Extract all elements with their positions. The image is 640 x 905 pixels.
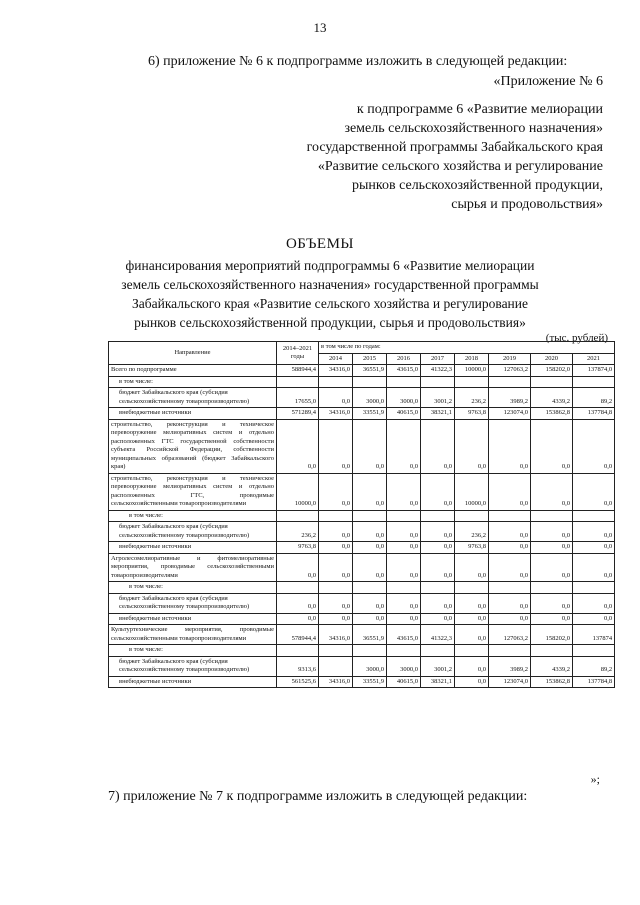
header-year: 2016 [387, 353, 421, 365]
cell-year-value: 0,0 [421, 419, 455, 473]
cell-year-value: 0,0 [353, 613, 387, 625]
cell-year-value: 40615,0 [387, 676, 421, 688]
page-number: 13 [313, 20, 327, 35]
subprogram-ref-line: к подпрограмме 6 «Развитие мелиорации [356, 102, 603, 117]
cell-year-value: 36551,9 [353, 625, 387, 645]
cell-year-value [387, 582, 421, 594]
cell-year-value: 153862,8 [531, 408, 573, 420]
cell-year-value: 0,0 [489, 593, 531, 613]
cell-total: 17655,0 [277, 388, 319, 408]
cell-year-value: 0,0 [455, 419, 489, 473]
table-row [109, 419, 615, 473]
cell-year-value [353, 510, 387, 522]
cell-year-value [353, 376, 387, 388]
table-row [109, 656, 615, 676]
cell-year-value: 236,2 [455, 388, 489, 408]
cell-year-value: 0,0 [319, 419, 353, 473]
cell-year-value: 40615,0 [387, 408, 421, 420]
cell-year-value [455, 582, 489, 594]
subprogram-ref-line: рынков сельскохозяйственной продукции, [352, 178, 603, 193]
cell-total [277, 582, 319, 594]
cell-year-value: 137784,8 [573, 676, 615, 688]
cell-year-value [531, 376, 573, 388]
cell-year-value: 137874,0 [573, 365, 615, 377]
subprogram-ref-line: земель сельскохозяйственного назначения» [344, 121, 603, 136]
cell-year-value [573, 376, 615, 388]
cell-year-value: 0,0 [573, 553, 615, 582]
cell-year-value: 0,0 [573, 522, 615, 542]
subtitle-line: Забайкальского края «Развитие сельского хозяйства и регулирование [131, 296, 528, 311]
cell-year-value [319, 376, 353, 388]
row-label: внебюджетные источники [109, 613, 277, 625]
cell-year-value: 43615,0 [387, 365, 421, 377]
cell-year-value: 4339,2 [531, 388, 573, 408]
table-row [109, 613, 615, 625]
cell-year-value: 34316,0 [319, 676, 353, 688]
cell-year-value [421, 645, 455, 657]
document-subtitle [80, 256, 580, 332]
cell-year-value: 0,0 [353, 522, 387, 542]
table-row [109, 388, 615, 408]
table-row [109, 542, 615, 554]
closing-quote: »; [590, 772, 600, 786]
cell-total: 0,0 [277, 419, 319, 473]
cell-year-value: 158202,0 [531, 625, 573, 645]
cell-year-value: 4339,2 [531, 656, 573, 676]
subprogram-reference [263, 100, 603, 214]
cell-year-value: 3000,0 [353, 388, 387, 408]
cell-year-value [455, 376, 489, 388]
cell-year-value: 0,0 [353, 553, 387, 582]
cell-year-value [573, 510, 615, 522]
cell-year-value: 3989,2 [489, 388, 531, 408]
cell-year-value [319, 656, 353, 676]
cell-year-value [489, 645, 531, 657]
cell-total: 236,2 [277, 522, 319, 542]
cell-year-value: 0,0 [353, 419, 387, 473]
cell-year-value: 0,0 [421, 553, 455, 582]
item-6-text: 6) приложение № 6 к подпрограмме изложить в следующей редакции: [148, 54, 568, 69]
header-year: 2021 [573, 353, 615, 365]
header-year: 2020 [531, 353, 573, 365]
cell-year-value: 0,0 [387, 473, 421, 510]
cell-year-value: 0,0 [421, 593, 455, 613]
cell-year-value: 0,0 [489, 522, 531, 542]
cell-year-value [531, 645, 573, 657]
cell-year-value: 0,0 [455, 613, 489, 625]
cell-year-value: 0,0 [573, 593, 615, 613]
cell-year-value: 0,0 [353, 473, 387, 510]
cell-year-value: 0,0 [531, 419, 573, 473]
cell-year-value: 33551,9 [353, 408, 387, 420]
cell-year-value: 127063,2 [489, 625, 531, 645]
cell-year-value: 0,0 [455, 593, 489, 613]
row-label: в том числе: [109, 376, 277, 388]
cell-total: 10000,0 [277, 473, 319, 510]
cell-year-value [387, 645, 421, 657]
row-label: в том числе: [109, 645, 277, 657]
table-body [109, 365, 615, 688]
cell-year-value: 0,0 [387, 593, 421, 613]
cell-year-value [455, 645, 489, 657]
cell-year-value: 236,2 [455, 522, 489, 542]
cell-year-value: 0,0 [353, 593, 387, 613]
table-row [109, 408, 615, 420]
item-7-text: 7) приложение № 7 к подпрограмме изложить в следующей редакции: [108, 789, 528, 804]
header-total: 2014–2021 годы [277, 342, 319, 365]
cell-year-value: 3000,0 [387, 656, 421, 676]
row-label: Всего по подпрограмме [109, 365, 277, 377]
subtitle-line: рынков сельскохозяйственной продукции, сырья и продовольствия» [134, 315, 526, 330]
table-row [109, 553, 615, 582]
cell-year-value [319, 582, 353, 594]
row-label: бюджет Забайкальского края (субсидия сельскохозяйственному товаропроизводителю) [109, 656, 277, 676]
cell-year-value [489, 582, 531, 594]
table-header-row [109, 342, 615, 354]
cell-year-value: 0,0 [387, 522, 421, 542]
cell-year-value: 0,0 [573, 419, 615, 473]
cell-year-value: 0,0 [455, 676, 489, 688]
cell-total: 578944,4 [277, 625, 319, 645]
cell-year-value: 0,0 [531, 473, 573, 510]
table-row [109, 473, 615, 510]
cell-year-value: 43615,0 [387, 625, 421, 645]
row-label: бюджет Забайкальского края (субсидия сельскохозяйственному товаропроизводителю) [109, 388, 277, 408]
cell-year-value: 0,0 [489, 553, 531, 582]
cell-year-value: 0,0 [421, 613, 455, 625]
cell-year-value [319, 510, 353, 522]
cell-total: 0,0 [277, 593, 319, 613]
header-by-years: в том числе по годам: [319, 342, 615, 354]
row-label: внебюджетные источники [109, 676, 277, 688]
cell-total: 571289,4 [277, 408, 319, 420]
cell-year-value: 127063,2 [489, 365, 531, 377]
cell-year-value: 0,0 [455, 656, 489, 676]
cell-year-value: 0,0 [319, 522, 353, 542]
table-row [109, 593, 615, 613]
cell-year-value: 34316,0 [319, 625, 353, 645]
appendix-heading: «Приложение № 6 [493, 74, 603, 89]
row-label: Агролесомелиоративные и фитомелиоративные мероприятия, проводимые сельскохозяйственными товаропроизводителями [109, 553, 277, 582]
row-label: в том числе: [109, 510, 277, 522]
cell-total: 0,0 [277, 553, 319, 582]
header-year: 2017 [421, 353, 455, 365]
table-row [109, 645, 615, 657]
cell-year-value: 0,0 [455, 553, 489, 582]
cell-year-value: 0,0 [387, 419, 421, 473]
cell-year-value: 38321,1 [421, 676, 455, 688]
cell-year-value [531, 510, 573, 522]
subtitle-line: земель сельскохозяйственного назначения» государственной программы [121, 277, 539, 292]
subprogram-ref-line: «Развитие сельского хозяйства и регулирование [317, 159, 603, 174]
cell-year-value: 0,0 [489, 613, 531, 625]
subprogram-ref-line: сырья и продовольствия» [451, 197, 603, 212]
row-label: бюджет Забайкальского края (субсидия сельскохозяйственному товаропроизводителю) [109, 593, 277, 613]
subtitle-line: финансирования мероприятий подпрограммы 6 «Развитие мелиорации [125, 258, 535, 273]
subprogram-ref-line: государственной программы Забайкальского края [306, 140, 603, 155]
cell-year-value: 3001,2 [421, 388, 455, 408]
cell-total: 0,0 [277, 613, 319, 625]
cell-total: 561525,6 [277, 676, 319, 688]
table-row [109, 676, 615, 688]
cell-year-value: 9763,8 [455, 408, 489, 420]
row-label: в том числе: [109, 582, 277, 594]
cell-year-value: 0,0 [531, 553, 573, 582]
cell-year-value: 0,0 [489, 419, 531, 473]
cell-year-value [573, 645, 615, 657]
cell-total [277, 376, 319, 388]
cell-total: 588944,4 [277, 365, 319, 377]
cell-year-value: 89,2 [573, 656, 615, 676]
header-year: 2014 [319, 353, 353, 365]
cell-year-value: 10000,0 [455, 365, 489, 377]
header-year: 2018 [455, 353, 489, 365]
cell-year-value [573, 582, 615, 594]
cell-year-value [421, 376, 455, 388]
row-label: внебюджетные источники [109, 542, 277, 554]
cell-year-value: 0,0 [319, 613, 353, 625]
cell-year-value [387, 510, 421, 522]
cell-year-value: 9763,8 [455, 542, 489, 554]
table-row [109, 582, 615, 594]
cell-year-value [421, 510, 455, 522]
cell-year-value: 10000,0 [455, 473, 489, 510]
financing-table [108, 341, 615, 688]
cell-year-value [387, 376, 421, 388]
table-row [109, 625, 615, 645]
document-title: ОБЪЕМЫ [285, 236, 355, 252]
cell-year-value: 123074,0 [489, 408, 531, 420]
cell-year-value: 36551,9 [353, 365, 387, 377]
cell-year-value: 0,0 [489, 542, 531, 554]
cell-year-value: 33551,9 [353, 676, 387, 688]
cell-year-value: 0,0 [387, 542, 421, 554]
cell-year-value: 3000,0 [387, 388, 421, 408]
cell-year-value: 41322,3 [421, 625, 455, 645]
cell-year-value: 0,0 [319, 473, 353, 510]
cell-year-value: 0,0 [573, 473, 615, 510]
row-label: строительство, реконструкция и техническое перевооружение мелиоративных систем и отдельно расположенных ГТС, проводимые сельскохозяйственными товаропроизводителями [109, 473, 277, 510]
cell-year-value [421, 582, 455, 594]
cell-year-value: 123074,0 [489, 676, 531, 688]
cell-year-value: 0,0 [319, 542, 353, 554]
cell-total: 9313,6 [277, 656, 319, 676]
cell-year-value: 0,0 [455, 625, 489, 645]
cell-year-value: 0,0 [421, 522, 455, 542]
cell-year-value [489, 510, 531, 522]
cell-total [277, 645, 319, 657]
cell-year-value: 158202,0 [531, 365, 573, 377]
cell-year-value [531, 582, 573, 594]
header-year: 2019 [489, 353, 531, 365]
cell-total [277, 510, 319, 522]
cell-year-value: 0,0 [319, 593, 353, 613]
cell-year-value: 0,0 [387, 613, 421, 625]
cell-year-value [353, 645, 387, 657]
cell-year-value [353, 582, 387, 594]
cell-year-value: 153862,8 [531, 676, 573, 688]
cell-year-value: 89,2 [573, 388, 615, 408]
cell-year-value: 0,0 [573, 542, 615, 554]
units-label: (тыс. рублей) [545, 332, 608, 344]
cell-total: 9763,8 [277, 542, 319, 554]
cell-year-value: 41322,3 [421, 365, 455, 377]
row-label: строительство, реконструкция и техническое перевооружение мелиоративных систем и отдельно расположенных ГТС государственной собственности субъекта Российской Федерации, собственности муниципальных образований (бюджет Забайкальского края) [109, 419, 277, 473]
header-year: 2015 [353, 353, 387, 365]
table-row [109, 510, 615, 522]
cell-year-value: 0,0 [319, 388, 353, 408]
cell-year-value [455, 510, 489, 522]
cell-year-value: 0,0 [319, 553, 353, 582]
cell-year-value: 0,0 [531, 613, 573, 625]
row-label: бюджет Забайкальского края (субсидия сельскохозяйственному товаропроизводителю) [109, 522, 277, 542]
table-row [109, 522, 615, 542]
cell-year-value: 0,0 [531, 593, 573, 613]
cell-year-value: 0,0 [531, 542, 573, 554]
cell-year-value: 34316,0 [319, 408, 353, 420]
row-label: Культуртехнические мероприятия, проводимые сельскохозяйственными товаропроизводителями [109, 625, 277, 645]
header-direction: Направление [109, 342, 277, 365]
cell-year-value: 0,0 [489, 473, 531, 510]
cell-year-value: 137784,8 [573, 408, 615, 420]
cell-year-value: 3001,2 [421, 656, 455, 676]
cell-year-value: 0,0 [421, 542, 455, 554]
cell-year-value: 0,0 [387, 553, 421, 582]
cell-year-value: 0,0 [531, 522, 573, 542]
cell-year-value: 137874 [573, 625, 615, 645]
cell-year-value: 38321,1 [421, 408, 455, 420]
cell-year-value: 3989,2 [489, 656, 531, 676]
cell-year-value: 0,0 [353, 542, 387, 554]
cell-year-value: 3000,0 [353, 656, 387, 676]
cell-year-value: 34316,0 [319, 365, 353, 377]
table-row [109, 376, 615, 388]
cell-year-value [489, 376, 531, 388]
row-label: внебюджетные источники [109, 408, 277, 420]
cell-year-value: 0,0 [421, 473, 455, 510]
cell-year-value: 0,0 [573, 613, 615, 625]
cell-year-value [319, 645, 353, 657]
table-row [109, 365, 615, 377]
